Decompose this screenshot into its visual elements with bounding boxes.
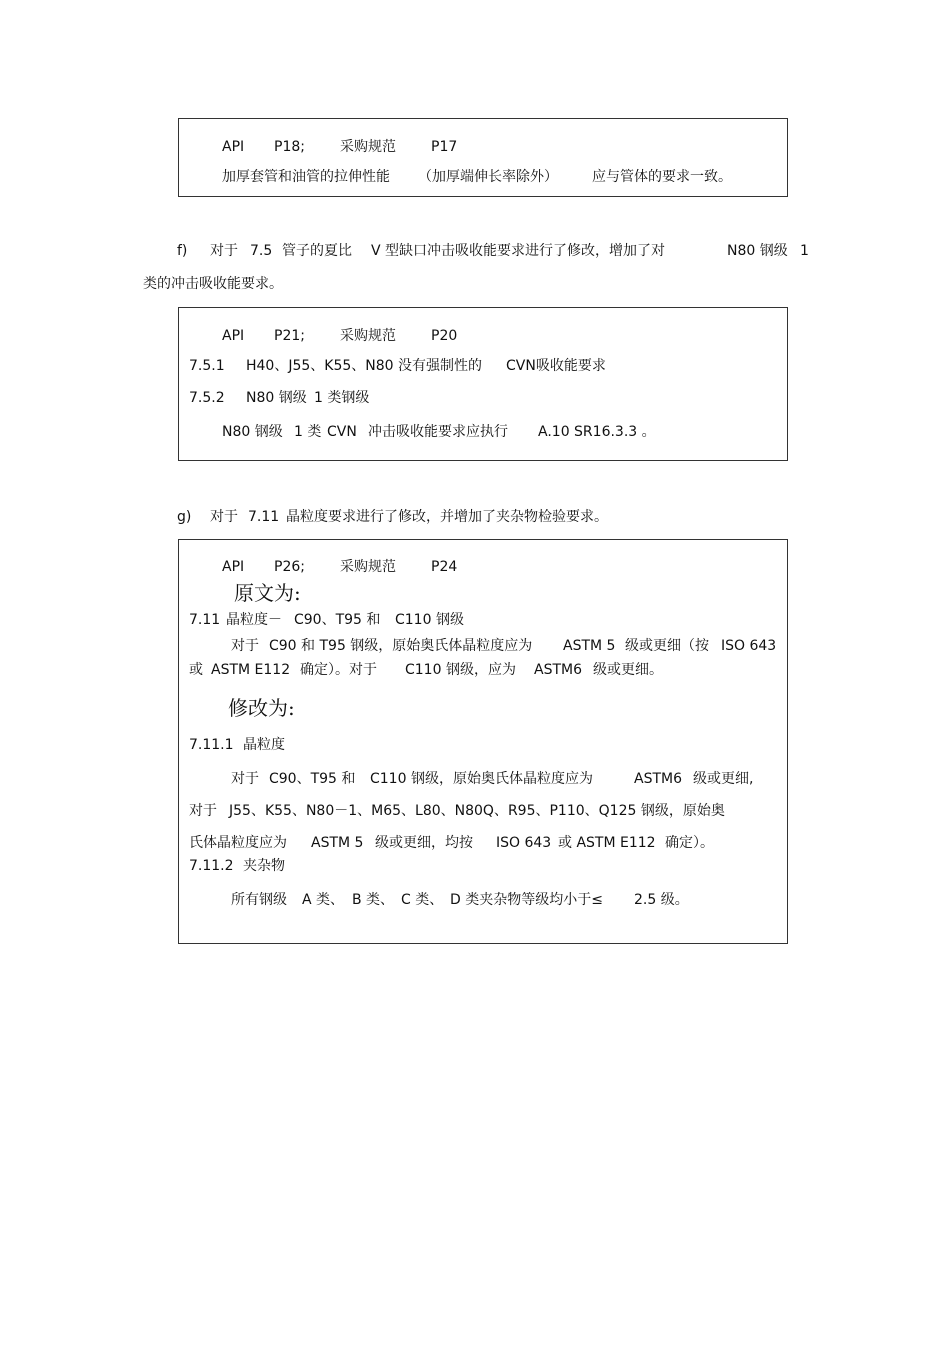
box2-api-page: P21;: [274, 328, 305, 344]
box3-m5-a: 夹杂物: [243, 858, 285, 874]
box3-m4-f: 确定）。: [665, 835, 714, 851]
box2-l2-num: 7.5.2: [189, 390, 225, 406]
box3-o1-num: 7.11: [189, 612, 221, 628]
box2-l1-a: H40、J55、K55、N80 没有强制性的: [246, 358, 483, 374]
box2-l3-a: N80 钢级: [222, 424, 283, 440]
box1-spec-page: P17: [431, 139, 458, 155]
box2-l1-b: CVN吸收能要求: [506, 358, 606, 374]
box3-m2-b: C90、T95 和: [269, 771, 356, 787]
box1-spec-label: 采购规范: [340, 139, 396, 155]
box3-api-label: API: [222, 559, 245, 575]
box1-api-page: P18;: [274, 139, 305, 155]
box2-l3-b: 1 类: [294, 424, 322, 440]
box3-o3-d: C110 钢级，应为: [405, 662, 516, 678]
box3-m2-c: C110 钢级，原始奥氏体晶粒度应为: [370, 771, 593, 787]
para-g-text-3: 晶粒度要求进行了修改，并增加了夹杂物检验要求。: [286, 509, 608, 525]
box3-m6-f: 2.5 级。: [634, 892, 689, 908]
box1-api-label: API: [222, 139, 245, 155]
box2-l2-a: N80 钢级: [246, 390, 307, 406]
box3-o2-d: 级或更细（按: [625, 638, 709, 654]
box2-l3-d: 冲击吸收能要求应执行: [368, 424, 508, 440]
box2-api-label: API: [222, 328, 245, 344]
box3-m4-b: ASTM 5: [311, 835, 364, 851]
box1-line-a: 加厚套管和油管的拉伸性能: [222, 169, 390, 185]
box3-api-page: P26;: [274, 559, 305, 575]
box3-o2-e: ISO 643: [721, 638, 777, 654]
para-g-text-1: 对于: [210, 509, 238, 525]
box3-m1-a: 晶粒度: [243, 737, 285, 753]
box3-m3-b: J55、K55、N80－1、M65、L80、N80Q、R95、P110、Q125 钢级，原始奥: [229, 803, 725, 819]
box3-o3-f: 级或更细。: [593, 662, 663, 678]
box3-o1-b: C90、T95 和: [294, 612, 381, 628]
para-f-line-2: 类的冲击吸收能要求。: [143, 276, 283, 292]
box3-m6-a: 所有钢级: [231, 892, 287, 908]
para-f-text-4: V 型缺口冲击吸收能要求进行了修改，增加了对: [371, 243, 666, 259]
box3-o3-e: ASTM6: [534, 662, 583, 678]
box3-o1-a: 晶粒度－: [226, 612, 282, 628]
box3-o2-b: C90 和 T95 钢级，原始奥氏体晶粒度应为: [269, 638, 533, 654]
para-g-marker: g): [177, 509, 192, 525]
box3-m6-b: A 类、: [302, 892, 345, 908]
box3-m6-e: D 类夹杂物等级均小于≤: [450, 892, 603, 908]
box2-l3-e: A.10 SR16.3.3 。: [538, 424, 656, 440]
para-f-text-2: 7.5: [250, 243, 273, 259]
box1-line-b: （加厚端伸长率除外）: [418, 169, 558, 185]
box2-spec-label: 采购规范: [340, 328, 396, 344]
box3-spec-label: 采购规范: [340, 559, 396, 575]
box3-m4-a: 氏体晶粒度应为: [189, 835, 287, 851]
box3-o2-a: 对于: [231, 638, 259, 654]
box3-m6-c: B 类、: [352, 892, 395, 908]
modified-text-heading: 修改为:: [228, 696, 295, 720]
box3-m5-num: 7.11.2: [189, 858, 234, 874]
box3-m2-e: 级或更细,: [693, 771, 754, 787]
box3-m4-d: ISO 643: [496, 835, 552, 851]
para-f-marker: f): [177, 243, 188, 259]
box3-spec-page: P24: [431, 559, 458, 575]
box3-o2-c: ASTM 5: [563, 638, 616, 654]
box3-o3-c: 确定）。对于: [300, 662, 377, 678]
box3-o3-b: ASTM E112: [211, 662, 291, 678]
para-f-text-1: 对于: [210, 243, 238, 259]
box3-m6-d: C 类、: [401, 892, 444, 908]
box3-m2-a: 对于: [231, 771, 259, 787]
box3-m4-c: 级或更细，均按: [375, 835, 473, 851]
box3-m1-num: 7.11.1: [189, 737, 234, 753]
box1-line-c: 应与管体的要求一致。: [592, 169, 732, 185]
box2-l1-num: 7.5.1: [189, 358, 225, 374]
box2-l2-b: 1 类钢级: [314, 390, 370, 406]
para-f-text-5: N80 钢级: [727, 243, 788, 259]
box3-m3-a: 对于: [189, 803, 217, 819]
para-f-text-6: 1: [800, 243, 809, 259]
para-g-text-2: 7.11: [248, 509, 280, 525]
para-f-text-3: 管子的夏比: [282, 243, 352, 259]
box3-m2-d: ASTM6: [634, 771, 683, 787]
box3-o1-c: C110 钢级: [395, 612, 464, 628]
box2-spec-page: P20: [431, 328, 458, 344]
original-text-heading: 原文为:: [234, 581, 301, 605]
box3-o3-a: 或: [189, 662, 203, 678]
box3-m4-e: 或 ASTM E112: [558, 835, 656, 851]
box2-l3-c: CVN: [327, 424, 357, 440]
